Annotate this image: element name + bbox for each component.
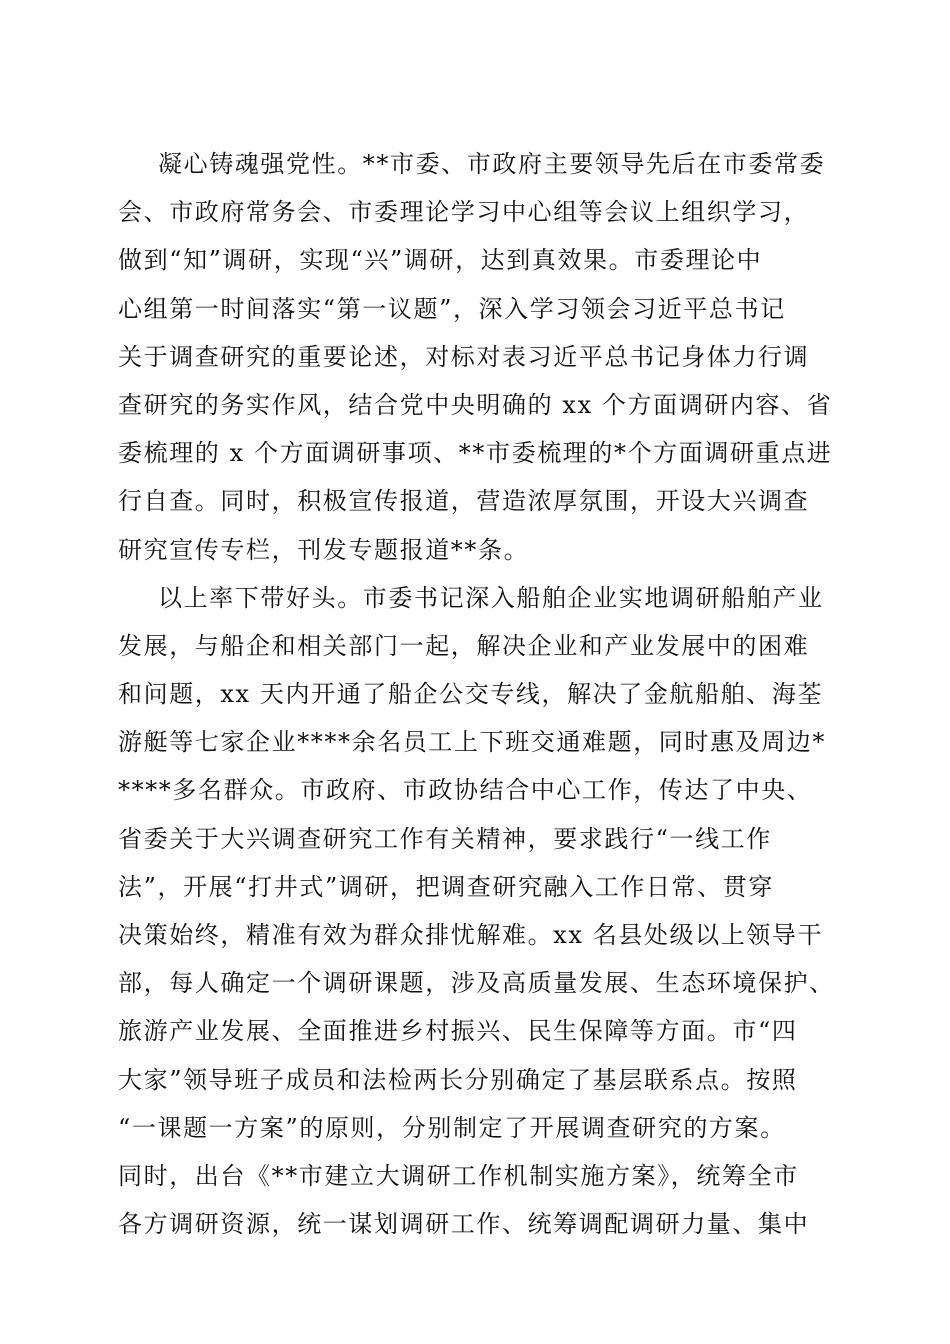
paragraph-party-spirit xyxy=(118,140,833,574)
text-line: 以上率下带好头。市委书记深入船舶企业实地调研船舶产业 xyxy=(158,583,824,612)
paragraph-lead-by-example xyxy=(118,574,835,1249)
text-line: “一课题一方案”的原则，分别制定了开展调查研究的方案。 xyxy=(118,1113,786,1142)
text-line: 关于调查研究的重要论述，对标对表习近平总书记身体力行调 xyxy=(118,342,810,371)
text-line: 省委关于大兴调查研究工作有关精神，要求践行“一线工作 xyxy=(118,824,772,853)
text-line: 大家”领导班子成员和法检两长分别确定了基层联系点。按照 xyxy=(118,1065,798,1094)
text-line: 发展，与船企和相关部门一起，解决企业和产业发展中的困难 xyxy=(118,631,810,660)
text-line: 各方调研资源，统一谋划调研工作、统筹调配调研力量、集中 xyxy=(118,1210,810,1239)
text-line: 和问题，xx 天内开通了船企公交专线，解决了金航船舶、海荃 xyxy=(118,680,824,709)
text-line: 会、市政府常务会、市委理论学习中心组等会议上组织学习， xyxy=(118,198,810,227)
text-line: 研究宣传专栏，刊发专题报道**条。 xyxy=(118,535,530,564)
text-line: 部，每人确定一个调研课题，涉及高质量发展、生态环境保护、 xyxy=(118,969,835,998)
text-line: 查研究的务实作风，结合党中央明确的 xx 个方面调研内容、省 xyxy=(118,390,833,419)
text-line: 同时，出台《**市建立大调研工作机制实施方案》，统筹全市 xyxy=(118,1161,799,1190)
text-line: 法”，开展“打井式”调研，把调查研究融入工作日常、贯穿 xyxy=(118,872,775,901)
document-body xyxy=(118,140,835,1248)
text-line: 凝心铸魂强党性。**市委、市政府主要领导先后在市委常委 xyxy=(158,150,826,178)
text-line: 委梳理的 x 个方面调研事项、**市委梳理的*个方面调研重点进 xyxy=(118,439,833,468)
text-line: 游艇等七家企业****余名员工上下班交通难题，同时惠及周边* xyxy=(118,728,826,757)
text-line: 行自查。同时，积极宣传报道，营造浓厚氛围，开设大兴调查 xyxy=(118,487,810,516)
text-line: 旅游产业发展、全面推进乡村振兴、民生保障等方面。市“四 xyxy=(118,1017,798,1046)
text-line: 决策始终，精准有效为群众排忧解难。xx 名县处级以上领导干 xyxy=(118,921,824,949)
text-line: ****多名群众。市政府、市政协结合中心工作，传达了中央、 xyxy=(118,776,813,805)
text-line: 做到“知”调研，实现“兴”调研，达到真效果。市委理论中 xyxy=(118,246,763,275)
text-line: 心组第一时间落实“第一议题”，深入学习领会习近平总书记 xyxy=(118,294,786,323)
